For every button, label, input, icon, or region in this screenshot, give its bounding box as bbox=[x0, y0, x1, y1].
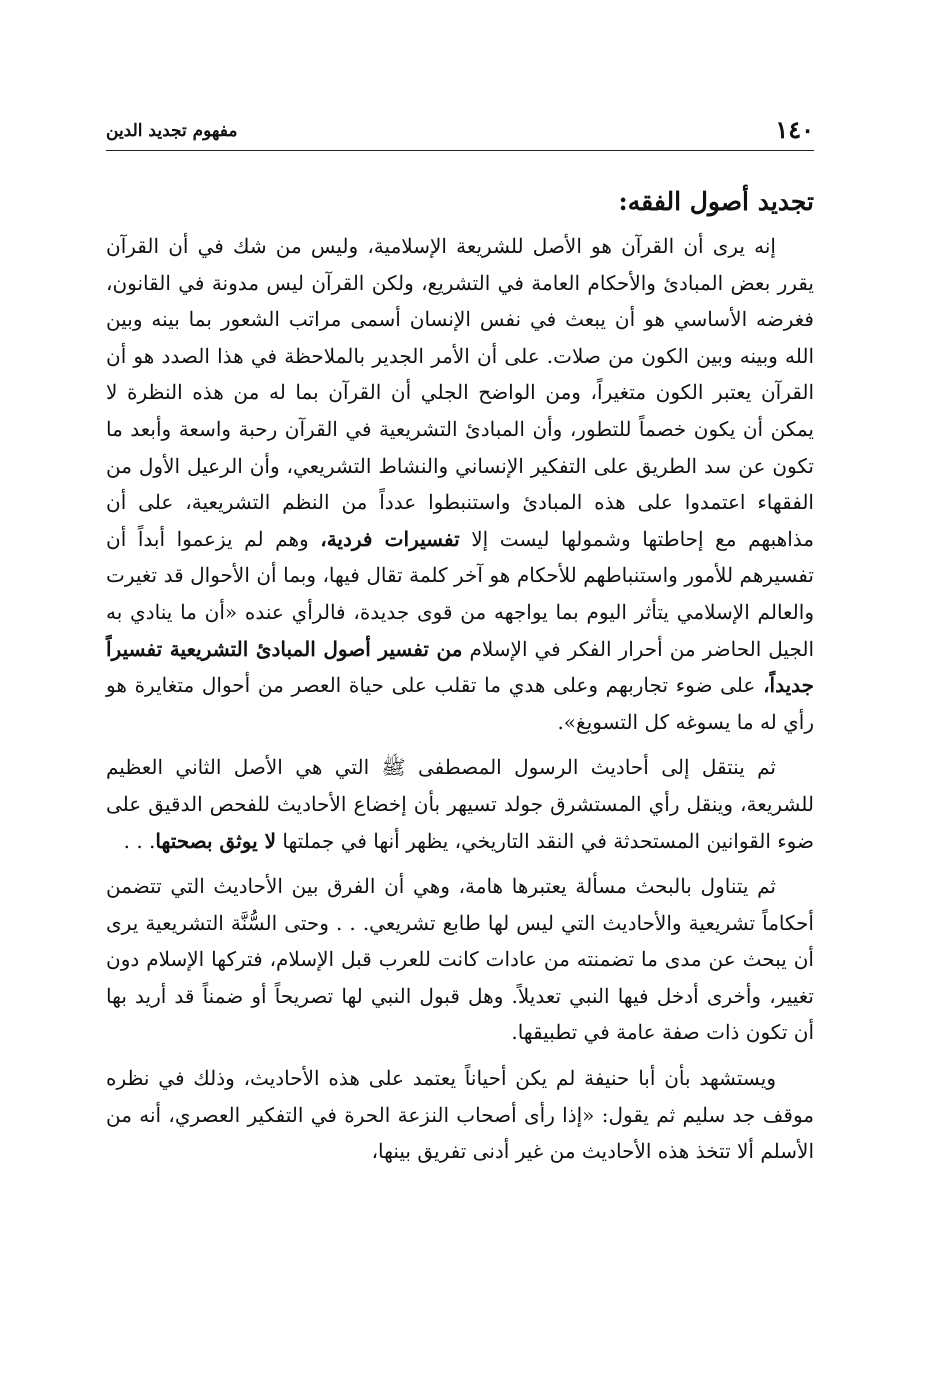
paragraph-1-bold-b: من تفسير أصول المبادئ التشريعية تفسيراً جديداً، bbox=[106, 636, 815, 698]
paragraph-3 bbox=[106, 868, 814, 1051]
paragraph-2-bold-a: لا يوثق بصحتها bbox=[155, 828, 277, 853]
running-title: مفهوم تجديد الدين bbox=[106, 121, 238, 141]
header-rule bbox=[106, 150, 814, 151]
paragraph-2-text-a: ثم ينتقل إلى أحاديث الرسول المصطفى ﷺ التي هي الأصل الثاني العظيم للشريعة، وينقل رأي المستشرق جولد تسيهر بأن إخضاع الأحاديث للفحص الدقيق على ضوء القوانين المستحدثة في النقد التاريخي، يظهر أنها في جملتها bbox=[106, 755, 814, 853]
paragraph-2-text-b: . . . bbox=[123, 828, 156, 853]
running-header bbox=[106, 112, 814, 148]
paragraph-1 bbox=[106, 228, 814, 740]
paragraph-1-bold-a: تفسيرات فردية، bbox=[320, 526, 460, 551]
paragraph-1-text-a: إنه يرى أن القرآن هو الأصل للشريعة الإسلامية، وليس من شك في أن القرآن يقرر بعض المبادئ والأحكام العامة في التشريع، ولكن القرآن ليس مدونة في القانون، فغرضه الأساسي هو أن يبعث في نفس الإنسان أسمى مراتب الشعور بما بينه وبين الله وبينه وبين الكون من صلات. على أن الأمر الجدير بالملاحظة في هذا الصدد هو أن القرآن يعتبر الكون متغيراً، ومن الواضح الجلي أن القرآن بما له من هذه النظرة لا يمكن أن يكون خصماً للتطور، وأن المبادئ التشريعية في القرآن رحبة واسعة وأبعد ما تكون عن سد الطريق على التفكير الإنساني والنشاط التشريعي، وأن الرعيل الأول من الفقهاء اعتمدوا على هذه المبادئ واستنبطوا عدداً من النظم التشريعية، على أن مذاهبهم مع إحاطتها وشمولها ليست إلا bbox=[106, 234, 815, 551]
paragraph-2 bbox=[106, 749, 814, 859]
paragraph-1-text-c: على ضوء تجاربهم وعلى هدي ما تقلب على حياة العصر من أحوال متغايرة هو رأي له ما يسوغه كل التسويغ». bbox=[106, 673, 814, 734]
paragraph-1-text-b: وهم لم يزعموا أبداً أن تفسيرهم للأمور واستنباطهم للأحكام هو آخر كلمة تقال فيها، وبما أن الأحوال قد تغيرت والعالم الإسلامي يتأثر اليوم بما يواجهه من قوى جديدة، فالرأي عنده «أن ما ينادي به الجيل الحاضر من أحرار الفكر في الإسلام bbox=[106, 526, 815, 661]
paragraph-4 bbox=[106, 1060, 814, 1170]
paragraph-3-text-a: ثم يتناول بالبحث مسألة يعتبرها هامة، وهي أن الفرق بين الأحاديث التي تتضمن أحكاماً تشريعية والأحاديث التي ليس لها طابع تشريعي. . . وحتى السُّنَّة التشريعية يرى أن يبحث عن مدى ما تضمنته من عادات كانت للعرب قبل الإسلام، فتركها الإسلام دون تغيير، وأخرى أدخل فيها النبي تعديلاً. وهل قبول النبي لها تصريحاً أو ضمناً قد أريد بها أن تكون ذات صفة عامة في تطبيقها. bbox=[106, 874, 814, 1045]
section-heading: تجديد أصول الفقه: bbox=[618, 187, 814, 216]
paragraph-4-text-a: ويستشهد بأن أبا حنيفة لم يكن أحياناً يعتمد على هذه الأحاديث، وذلك في نظره موقف جد سليم ثم يقول: «إذا رأى أصحاب النزعة الحرة في التفكير العصري، أنه من الأسلم ألا تتخذ هذه الأحاديث من غير أدنى تفريق بينها، bbox=[106, 1066, 814, 1164]
page-number: ١٤٠ bbox=[775, 115, 814, 144]
page-body bbox=[106, 180, 814, 1179]
